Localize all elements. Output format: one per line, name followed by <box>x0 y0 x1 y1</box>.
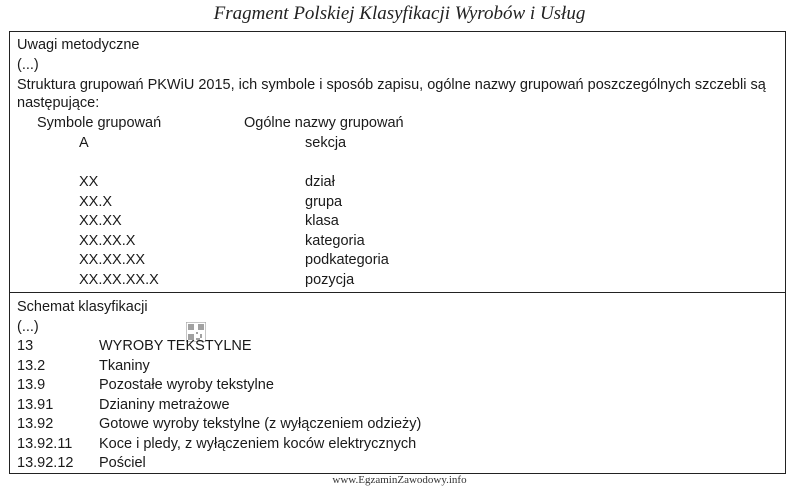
name-cell: pozycja <box>305 272 355 288</box>
scheme-name-cell: Koce i pledy, z wyłączeniem koców elektrycznych <box>99 436 417 452</box>
symbol-cell: XX.XX <box>79 213 122 229</box>
notes-heading: Uwagi metodyczne <box>17 37 140 53</box>
code-cell: 13 <box>17 338 34 354</box>
scheme-name-cell: Gotowe wyroby tekstylne (z wyłączeniem odzieży) <box>99 416 422 432</box>
notes-paragraph-line-1: Struktura grupowań PKWiU 2015, ich symbole i sposób zapisu, ogólne nazwy grupowań poszczególnych szczebli są <box>17 77 766 93</box>
symbol-cell: XX.XX.XX <box>79 252 146 268</box>
name-cell: grupa <box>305 194 343 210</box>
name-cell: kategoria <box>305 233 365 249</box>
scheme-name-cell: Dzianiny metrażowe <box>99 397 230 413</box>
notes-ellipsis: (...) <box>17 57 39 73</box>
name-cell: dział <box>305 174 335 190</box>
symbol-cell: XX.XX.XX.X <box>79 272 159 288</box>
document-title: Fragment Polskiej Klasyfikacji Wyrobów i Usług <box>213 3 586 24</box>
symbol-cell: XX.X <box>79 194 113 210</box>
symbol-cell: XX <box>79 174 99 190</box>
notes-paragraph-line-2: następujące: <box>17 95 100 111</box>
scheme-ellipsis: (...) <box>17 319 39 335</box>
code-cell: 13.2 <box>17 358 46 374</box>
code-cell: 13.92 <box>17 416 54 432</box>
code-cell: 13.92.11 <box>17 436 73 452</box>
symbol-cell: XX.XX.X <box>79 233 136 249</box>
watermark-url: www.EgzaminZawodowy.info <box>332 474 467 486</box>
symbol-cell: A <box>79 135 89 151</box>
scheme-heading: Schemat klasyfikacji <box>17 299 148 315</box>
code-cell: 13.9 <box>17 377 46 393</box>
scheme-name-cell: WYROBY TEKSTYLNE <box>99 338 252 354</box>
names-column-header: Ogólne nazwy grupowań <box>244 115 404 131</box>
code-cell: 13.92.12 <box>17 455 74 471</box>
section-divider <box>9 292 786 293</box>
name-cell: klasa <box>305 213 339 229</box>
symbols-column-header: Symbole grupowań <box>37 115 162 131</box>
scheme-name-cell: Pozostałe wyroby tekstylne <box>99 377 274 393</box>
name-cell: sekcja <box>305 135 347 151</box>
scheme-name-cell: Tkaniny <box>99 358 150 374</box>
scheme-name-cell: Pościel <box>99 455 146 471</box>
name-cell: podkategoria <box>305 252 389 268</box>
code-cell: 13.91 <box>17 397 54 413</box>
